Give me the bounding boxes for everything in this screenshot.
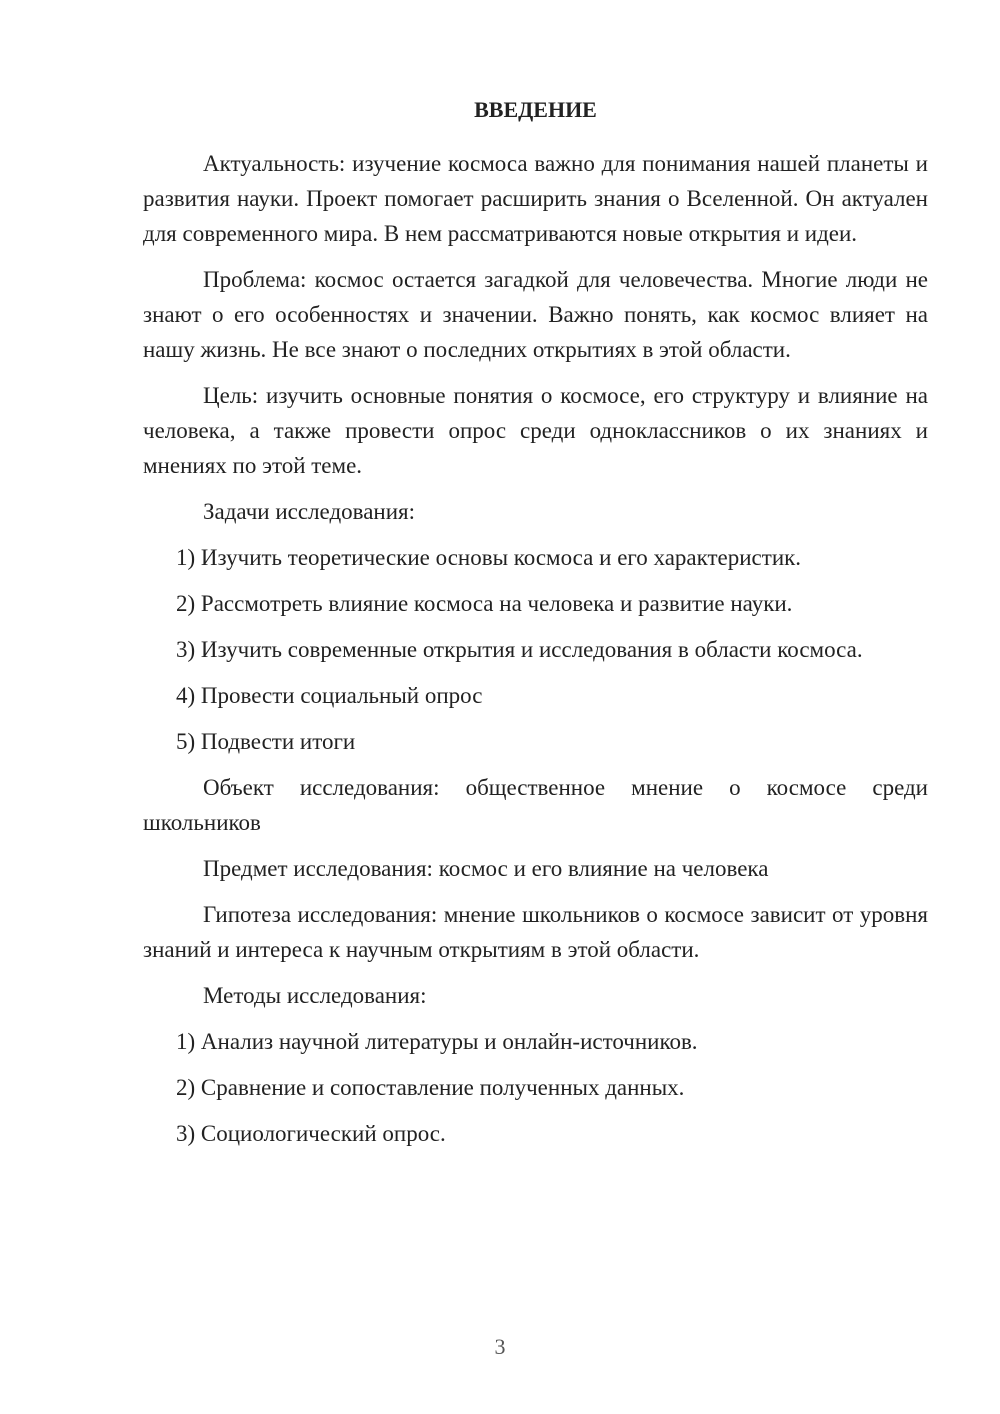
- page-number: 3: [494, 1334, 506, 1359]
- method-item: 1) Анализ научной литературы и онлайн-источников.: [176, 1029, 698, 1054]
- subject-paragraph: Предмет исследования: космос и его влияние на человека: [203, 856, 769, 881]
- page-content: [143, 92, 928, 1162]
- section-title: ВВЕДЕНИЕ: [474, 97, 597, 122]
- hypothesis-paragraph: Гипотеза исследования: мнение школьников о космосе зависит от уровня знаний и интереса к научным открытиям в этой области.: [143, 902, 928, 962]
- task-item: 4) Провести социальный опрос: [176, 683, 483, 708]
- methods-heading: Методы исследования:: [203, 983, 427, 1008]
- object-paragraph: Объект исследования: общественное мнение о космосе среди школьников: [143, 775, 928, 835]
- task-item: 2) Рассмотреть влияние космоса на человека и развитие науки.: [176, 591, 793, 616]
- task-item: 1) Изучить теоретические основы космоса и его характеристик.: [176, 545, 802, 570]
- method-item: 3) Социологический опрос.: [176, 1121, 446, 1146]
- relevance-paragraph: Актуальность: изучение космоса важно для понимания нашей планеты и развития науки. Проект помогает расширить знания о Вселенной. Он актуален для современного мира. В нем рассматриваются новые открытия и идеи.: [143, 151, 928, 246]
- task-item: 3) Изучить современные открытия и исследования в области космоса.: [176, 637, 863, 662]
- task-item: 5) Подвести итоги: [176, 729, 356, 754]
- problem-paragraph: Проблема: космос остается загадкой для человечества. Многие люди не знают о его особенностях и значении. Важно понять, как космос влияет на нашу жизнь. Не все знают о последних открытиях в этой области.: [143, 267, 928, 362]
- goal-paragraph: Цель: изучить основные понятия о космосе, его структуру и влияние на человека, а также провести опрос среди одноклассников о их знаниях и мнениях по этой теме.: [143, 383, 928, 478]
- tasks-heading: Задачи исследования:: [203, 499, 416, 524]
- method-item: 2) Сравнение и сопоставление полученных данных.: [176, 1075, 685, 1100]
